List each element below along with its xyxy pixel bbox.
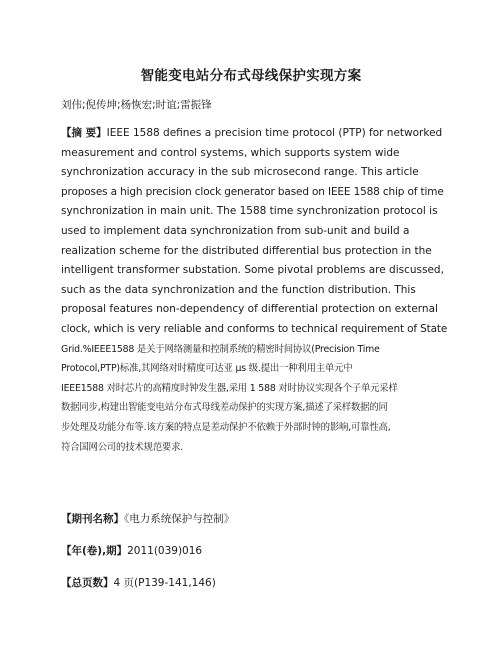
journal-label: 【期刊名称】	[61, 513, 124, 525]
abstract-line: such as the data synchronization and the function distribution. This	[61, 283, 416, 296]
abstract-label: 【摘 要】	[61, 127, 107, 139]
abstract-line: IEEE1588 对时芯片的高精度时钟发生器,采用 1 588 对时协议实现各个子单元采样	[61, 382, 398, 394]
abstract-line: used to implement data synchronization from sub-unit and build a	[61, 224, 410, 237]
year-issue-value: 2011(039)016	[127, 545, 203, 557]
abstract-line: intelligent transformer substation. Some pivotal problems are discussed,	[61, 264, 444, 277]
abstract-line: proposal features non-dependency of differential protection on external	[61, 303, 438, 316]
document-title: 智能变电站分布式母线保护实现方案	[140, 68, 362, 84]
journal-value: 《电力系统保护与控制》	[124, 513, 235, 525]
abstract-line: proposes a high precision clock generator based on IEEE 1588 chip of time	[61, 185, 444, 198]
authors: 刘伟;倪传坤;杨恢宏;时谊;雷振锋	[61, 99, 212, 111]
page-count	[61, 576, 443, 590]
journal-name	[61, 512, 443, 526]
page-count-label: 【总页数】	[61, 577, 114, 589]
abstract-line: synchronization accuracy in the sub microsecond range. This article	[61, 166, 419, 179]
abstract-line: synchronization in main unit. The 1588 time synchronization protocol is	[61, 205, 438, 218]
abstract-line: 步处理及功能分布等.该方案的特点是差动保护不依赖于外部时钟的影响,可靠性高,	[61, 421, 391, 433]
abstract-line: Grid.%IEEE1588 是关于网络测量和控制系统的精密时间协议(Precision Time	[61, 343, 380, 355]
abstract-line: Protocol,PTP)标准,其网络对时精度可达亚 μs 级.提出一种利用主单元中	[61, 363, 353, 375]
year-issue-label: 【年(卷),期】	[61, 545, 128, 557]
abstract-line: 【摘 要】IEEE 1588 defines a precision time protocol (PTP) for networked	[61, 127, 443, 139]
abstract-line: clock, which is very reliable and conforms to technical requirement of State	[61, 322, 448, 335]
abstract-line: measurement and control systems, which supports system wide	[61, 146, 400, 159]
year-issue	[61, 544, 443, 558]
abstract-line: 数据同步,构建出智能变电站分布式母线差动保护的实现方案,描述了采样数据的同	[61, 402, 388, 414]
abstract-line: realization scheme for the distributed differential bus protection in the	[61, 244, 432, 257]
abstract	[61, 124, 448, 457]
abstract-line: 符合国网公司的技术规范要求.	[61, 441, 184, 453]
page-count-value: 4 页(P139-141,146)	[113, 577, 216, 589]
